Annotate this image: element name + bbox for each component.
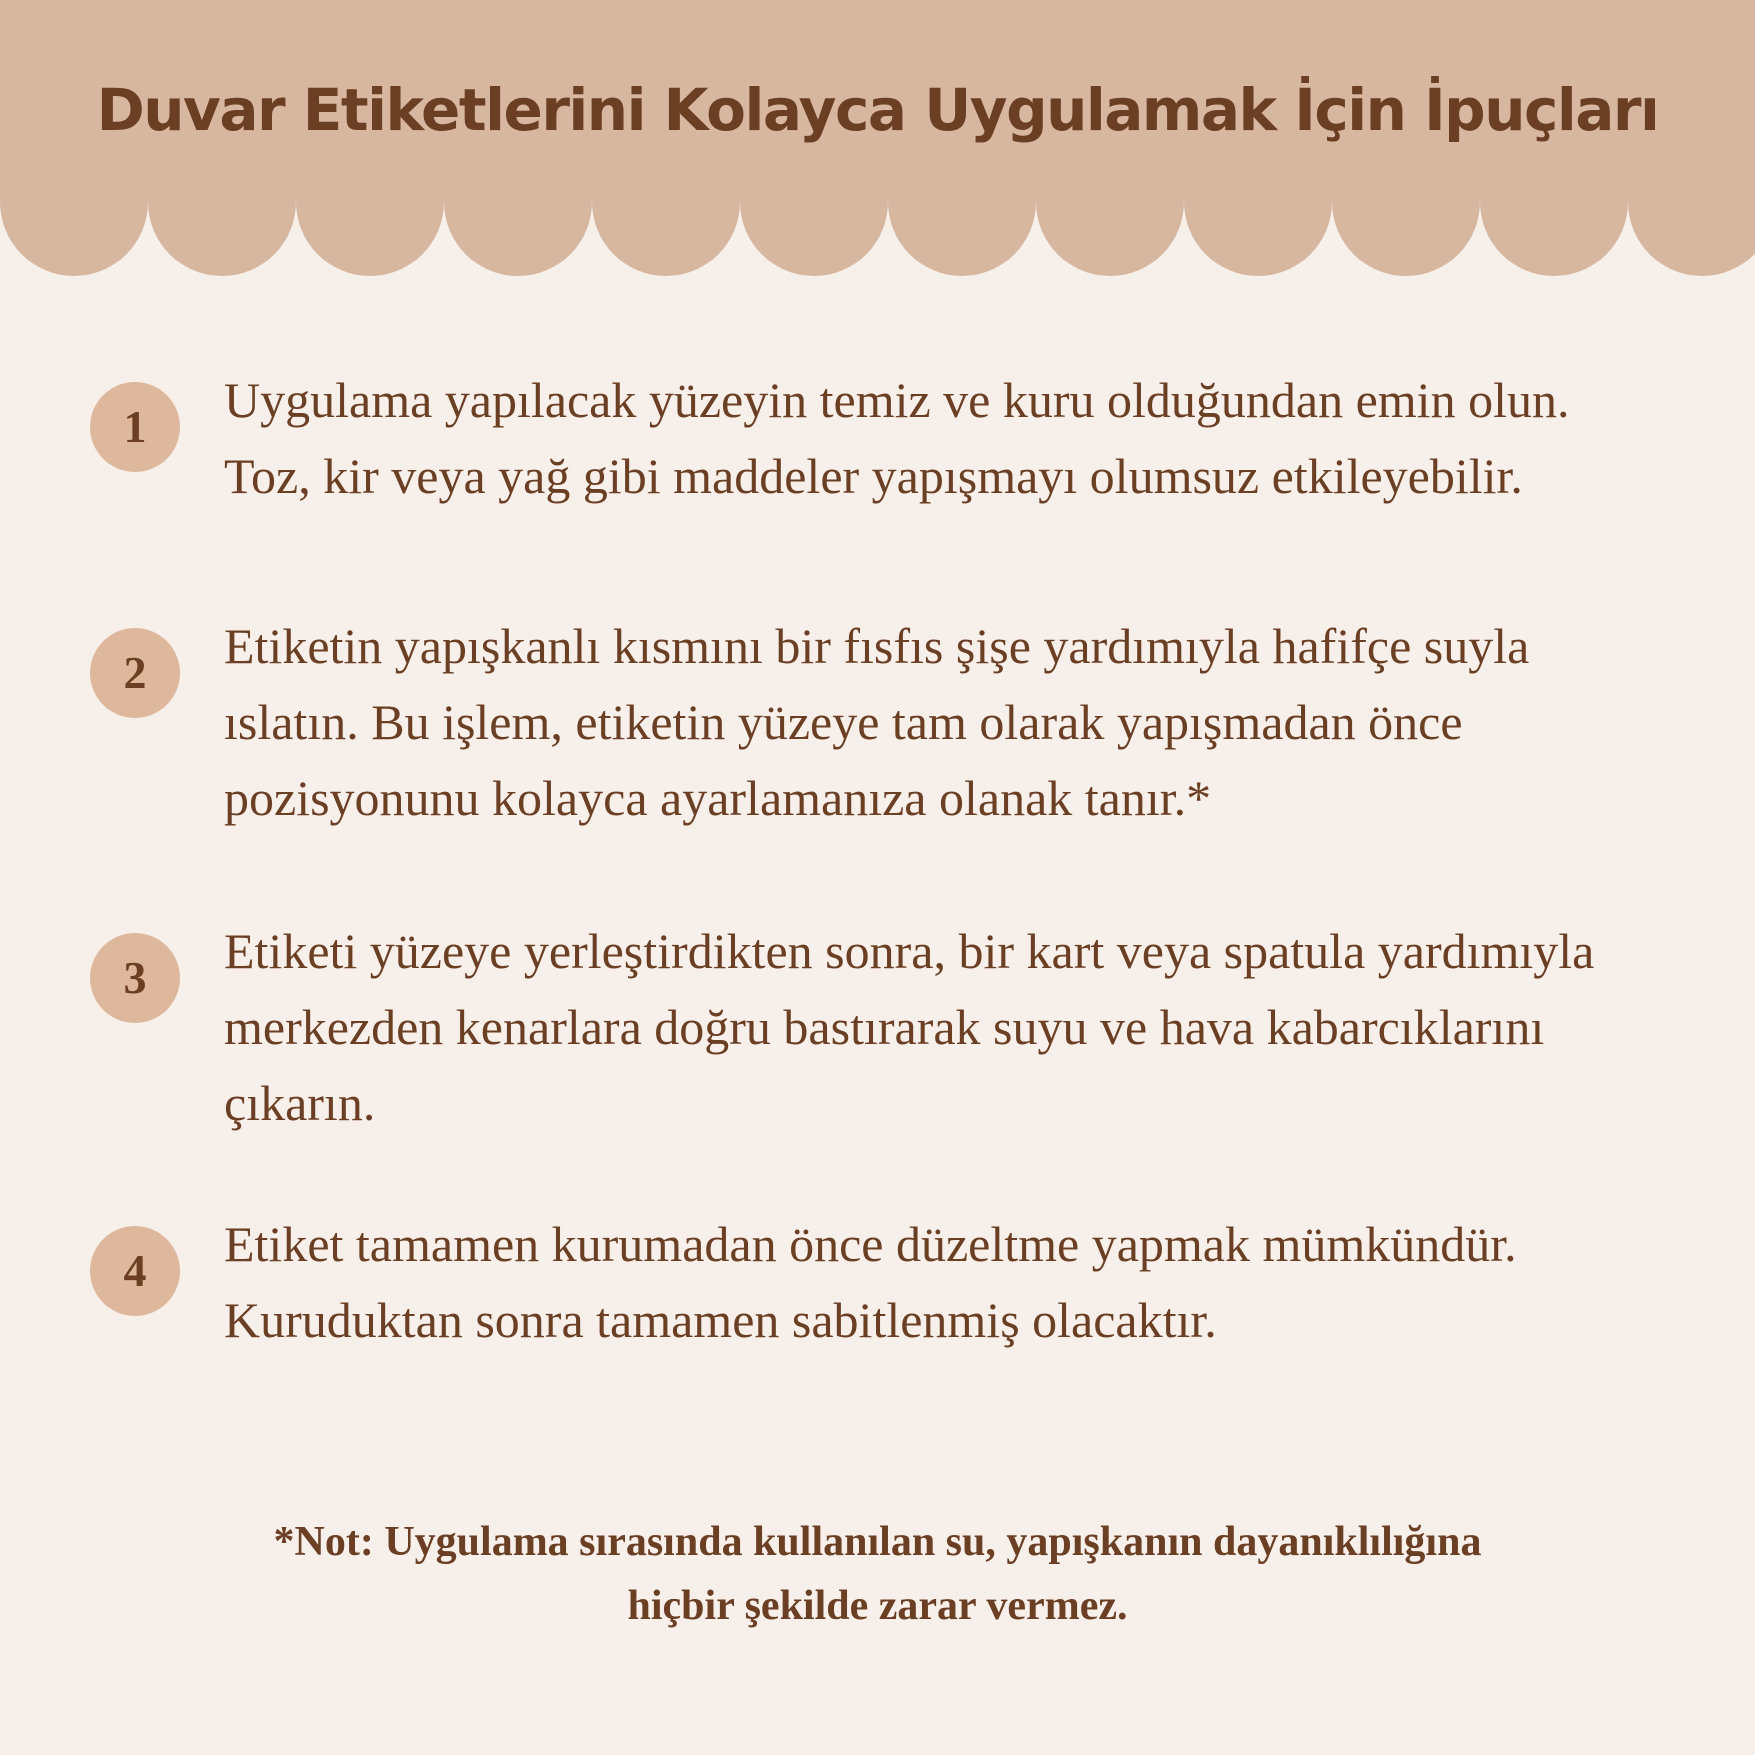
tip-text-line: Etiketi yüzeye yerleştirdikten sonra, bir kart veya spatula yardımıyla: [224, 923, 1595, 979]
tip-text-line: Kuruduktan sonra tamamen sabitlenmiş olacaktır.: [224, 1292, 1217, 1348]
tip-text-line: merkezden kenarlara doğru bastırarak suyu ve hava kabarcıklarını: [224, 999, 1545, 1055]
tip-number-badge: 3: [90, 933, 180, 1023]
tip-text-line: Uygulama yapılacak yüzeyin temiz ve kuru olduğundan emin olun.: [224, 372, 1570, 428]
tip-text-line: ıslatın. Bu işlem, etiketin yüzeye tam olarak yapışmadan önce: [224, 694, 1463, 750]
scallop-shape: [740, 128, 888, 276]
tip-number-badge: 2: [90, 628, 180, 718]
tip-text: [224, 362, 1724, 514]
page-title: Duvar Etiketlerini Kolayca Uygulamak İçin İpuçları: [96, 76, 1659, 144]
footnote-line: hiçbir şekilde zarar vermez.: [627, 1583, 1128, 1629]
scallop-shape: [888, 128, 1036, 276]
tip-number-badge: 1: [90, 382, 180, 472]
scallop-shape: [1036, 128, 1184, 276]
tip-text: [224, 1206, 1724, 1358]
tip-text-line: Etiket tamamen kurumadan önce düzeltme yapmak mümkündür.: [224, 1216, 1517, 1272]
scallop-shape: [1184, 128, 1332, 276]
scallop-shape: [1332, 128, 1480, 276]
footnote: [0, 1510, 1755, 1638]
scallop-shape: [444, 128, 592, 276]
tip-text: [224, 608, 1724, 836]
tip-text-line: Etiketin yapışkanlı kısmını bir fısfıs şişe yardımıyla hafifçe suyla: [224, 618, 1530, 674]
scallop-shape: [0, 128, 148, 276]
scallop-shape: [148, 128, 296, 276]
tip-text: [224, 913, 1724, 1141]
tip-text-line: pozisyonunu kolayca ayarlamanıza olanak tanır.*: [224, 770, 1212, 826]
tip-number-badge: 4: [90, 1226, 180, 1316]
scallop-shape: [592, 128, 740, 276]
scallop-shape: [296, 128, 444, 276]
tip-text-line: Toz, kir veya yağ gibi maddeler yapışmayı olumsuz etkileyebilir.: [224, 448, 1523, 504]
scallop-shape: [1480, 128, 1628, 276]
tip-text-line: çıkarın.: [224, 1075, 376, 1131]
footnote-line: *Not: Uygulama sırasında kullanılan su, yapışkanın dayanıklılığına: [273, 1519, 1482, 1565]
